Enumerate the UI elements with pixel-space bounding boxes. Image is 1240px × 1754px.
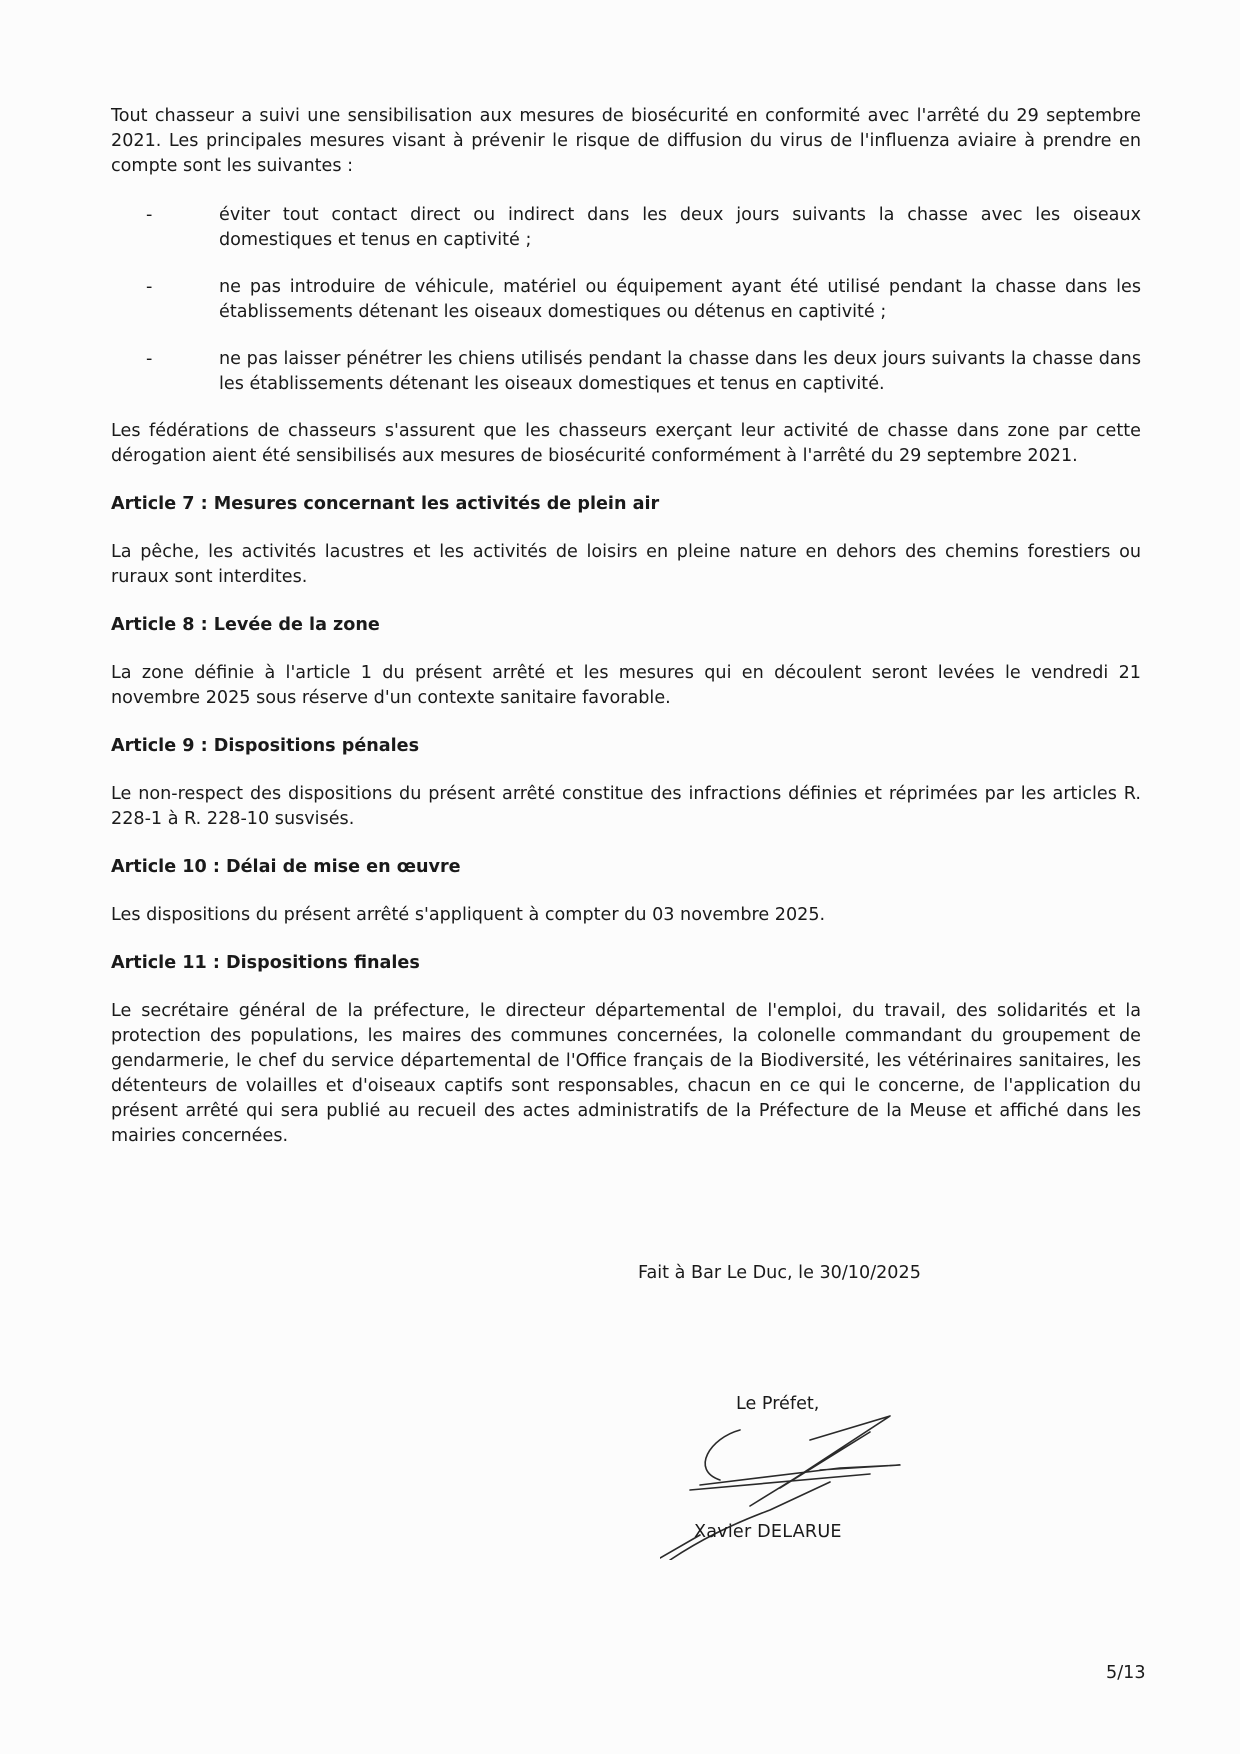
biosecurity-measures-list	[111, 203, 1141, 397]
article-9-body: Le non-respect des dispositions du présent arrêté constitue des infractions définies et réprimées par les articles R. 228-1 à R. 228-10 susvisés.	[111, 784, 1141, 829]
signature-stroke	[705, 1430, 740, 1480]
article-10-body: Les dispositions du présent arrêté s'appliquent à compter du 03 novembre 2025.	[111, 905, 826, 925]
list-item-text: éviter tout contact direct ou indirect dans les deux jours suivants la chasse avec les oiseaux domestiques et tenus en captivité ;	[219, 205, 1141, 250]
page-number: 5/13	[1106, 1663, 1146, 1683]
article-8-title: Article 8 : Levée de la zone	[111, 615, 380, 635]
bullet-dash: -	[146, 277, 153, 297]
signature-stroke	[670, 1482, 830, 1560]
article-7-body: La pêche, les activités lacustres et les activités de loisirs en pleine nature en dehors des chemins forestiers ou ruraux sont interdites.	[111, 542, 1141, 587]
article-7-title: Article 7 : Mesures concernant les activités de plein air	[111, 494, 660, 514]
list-item-text: ne pas introduire de véhicule, matériel ou équipement ayant été utilisé pendant la chasse dans les établissements détenant les oiseaux domestiques ou détenus en captivité ;	[219, 277, 1141, 322]
document-body	[111, 104, 1141, 1149]
place-and-date: Fait à Bar Le Duc, le 30/10/2025	[638, 1263, 921, 1283]
list-item	[111, 347, 1141, 397]
article-9-title: Article 9 : Dispositions pénales	[111, 736, 420, 756]
signer-title: Le Préfet,	[736, 1394, 820, 1414]
article-8-body: La zone définie à l'article 1 du présent arrêté et les mesures qui en découlent seront levées le vendredi 21 novembre 2025 sous réserve d'un contexte sanitaire favorable.	[111, 663, 1141, 708]
intro-paragraph: Tout chasseur a suivi une sensibilisation aux mesures de biosécurité en conformité avec l'arrêté du 29 septembre 2021. Les principales mesures visant à prévenir le risque de diffusion du virus de l'influenza aviaire à prendre en compte sont les suivantes :	[111, 106, 1141, 176]
list-item-text: ne pas laisser pénétrer les chiens utilisés pendant la chasse dans les deux jours suivants la chasse dans les établissements détenant les oiseaux domestiques et tenus en captivité.	[219, 349, 1141, 394]
bullet-dash: -	[146, 205, 153, 225]
article-10-title: Article 10 : Délai de mise en œuvre	[111, 857, 461, 877]
list-item	[111, 275, 1141, 325]
article-11-title: Article 11 : Dispositions finales	[111, 953, 420, 973]
signature-stroke	[750, 1416, 890, 1506]
signer-name: Xavier DELARUE	[694, 1522, 842, 1542]
federations-paragraph: Les fédérations de chasseurs s'assurent que les chasseurs exerçant leur activité de chasse dans zone par cette dérogation aient été sensibilisés aux mesures de biosécurité conformément à l'arrêté du 29 septembre 2021.	[111, 421, 1141, 466]
list-item	[111, 203, 1141, 253]
article-11-body: Le secrétaire général de la préfecture, le directeur départemental de l'emploi, du travail, des solidarités et la protection des populations, les maires des communes concernées, la colonelle commandant du groupement de gendarmerie, le chef du service départemental de l'Office français de la Biodiversité, les vétérinaires sanitaires, les détenteurs de volailles et d'oiseaux captifs sont responsables, chacun en ce qui le concerne, de l'application du présent arrêté qui sera publié au recueil des actes administratifs de la Préfecture de la Meuse et affiché dans les mairies concernées.	[111, 1001, 1141, 1146]
bullet-dash: -	[146, 349, 153, 369]
